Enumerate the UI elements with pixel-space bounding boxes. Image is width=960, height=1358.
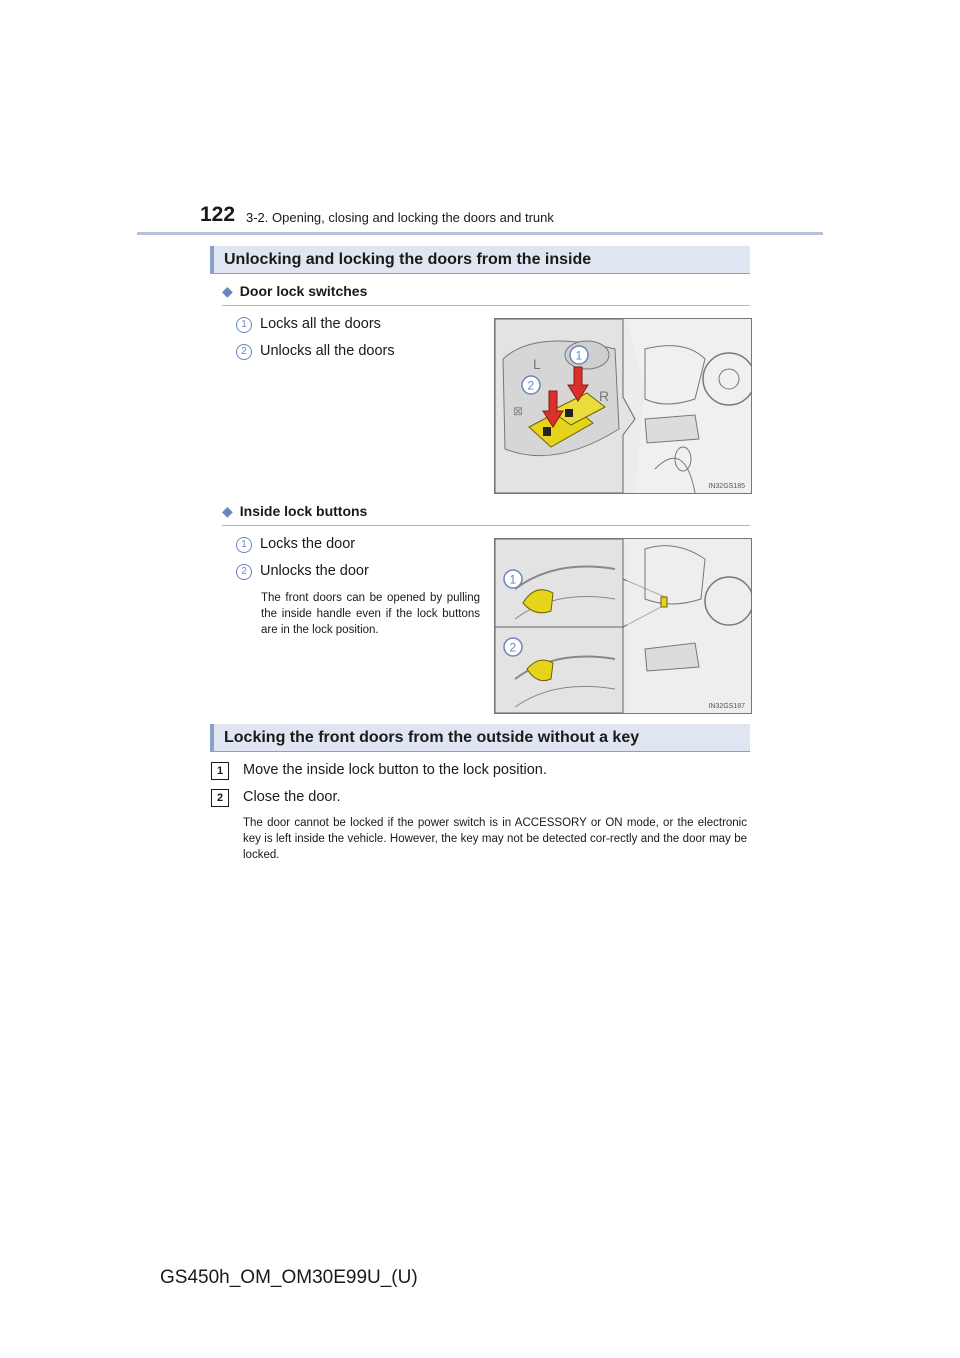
callout-number: 1 [236, 317, 252, 333]
diamond-bullet-icon: ◆ [222, 503, 233, 519]
header-rule [137, 232, 823, 235]
section-title: Locking the front doors from the outside without a key [224, 729, 640, 746]
section-title: Unlocking and locking the doors from the inside [224, 251, 592, 268]
section-heading-outside-without-key [210, 724, 750, 752]
step-text: Close the door. [243, 789, 341, 805]
page-number: 122 [200, 203, 236, 226]
subheading-rule [222, 305, 750, 306]
svg-text:2: 2 [509, 640, 517, 655]
svg-text:R: R [599, 388, 610, 404]
svg-text:1: 1 [509, 572, 517, 587]
document-id: GS450h_OM_OM30E99U_(U) [160, 1267, 418, 1288]
outside-lock-note: The door cannot be locked if the power switch is in ACCESSORY or ON mode, or the electronic key is left inside the vehicle. However, the key may not be detected cor-rectly and the door may be locked. [243, 817, 747, 861]
chapter-title: 3-2. Opening, closing and locking the doors and trunk [246, 210, 554, 225]
door-lock-switch-illustration [494, 318, 752, 494]
inside-lock-note: The front doors can be opened by pulling the inside handle even if the lock buttons are in the lock position. [261, 592, 480, 636]
subheading-rule [222, 525, 750, 526]
item-text: Unlocks the door [260, 563, 369, 579]
svg-text:1: 1 [575, 348, 583, 363]
item-text: Locks the door [260, 536, 356, 552]
inside-lock-button-illustration [494, 538, 752, 714]
svg-text:⊠: ⊠ [513, 404, 524, 418]
callout-number: 1 [236, 537, 252, 553]
step-number: 1 [211, 762, 229, 780]
svg-text:2: 2 [527, 378, 535, 393]
section-heading-inside [210, 246, 750, 274]
step-text: Move the inside lock button to the lock position. [243, 762, 547, 778]
item-text: Unlocks all the doors [260, 343, 395, 359]
item-text: Locks all the doors [260, 316, 381, 332]
diamond-bullet-icon: ◆ [222, 283, 233, 299]
subheading-door-lock-switches: ◆ Door lock switches [222, 283, 368, 299]
callout-number: 2 [236, 344, 252, 360]
figure-code: IN32GS187 [708, 703, 745, 710]
figure-code: IN32GS185 [708, 483, 745, 490]
subheading-inside-lock-buttons: ◆ Inside lock buttons [222, 503, 368, 519]
svg-text:L: L [533, 356, 541, 372]
callout-number: 2 [236, 564, 252, 580]
step-number: 2 [211, 789, 229, 807]
